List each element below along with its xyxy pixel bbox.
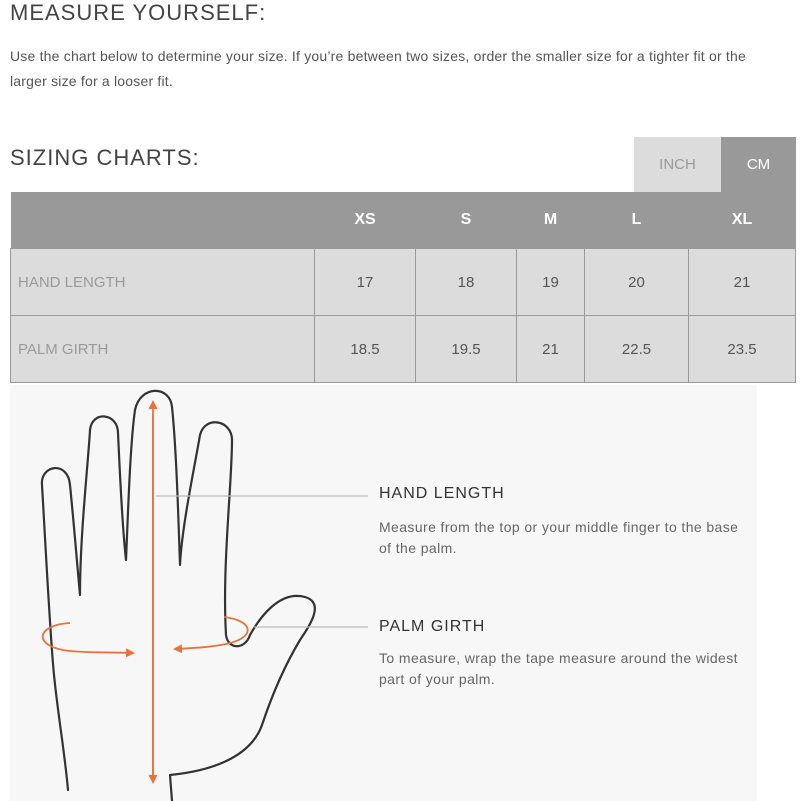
size-header-xs: XS (315, 192, 416, 249)
table-cell: 20 (585, 249, 689, 316)
palm-girth-arrow-right (176, 617, 248, 649)
measure-intro-text: Use the chart below to determine your size. If you’re between two sizes, order the smaller size for a tighter fit or the larger size for a looser fit. (10, 48, 746, 89)
palm-girth-title: PALM GIRTH (379, 618, 486, 635)
hand-length-description: Measure from the top or your middle finger to the base of the palm. (379, 519, 739, 556)
table-row-hand-length (11, 249, 796, 316)
table-cell: 21 (517, 316, 585, 383)
table-cell: 19.5 (416, 316, 517, 383)
size-header-m: M (517, 192, 585, 249)
table-cell: 18.5 (315, 316, 416, 383)
size-header-l: L (585, 192, 689, 249)
hand-illustration (10, 385, 757, 801)
table-cell: 18 (416, 249, 517, 316)
sizing-table (10, 192, 796, 383)
table-row-palm-girth (11, 316, 796, 383)
size-header-row (11, 192, 796, 249)
size-header-xl: XL (689, 192, 796, 249)
unit-inch-button[interactable]: INCH (634, 137, 721, 192)
table-cell: 19 (517, 249, 585, 316)
palm-girth-arrow-left (43, 623, 132, 653)
palm-girth-description: To measure, wrap the tape measure around the widest part of your palm. (379, 650, 738, 687)
row-label-hand-length: HAND LENGTH (11, 249, 315, 316)
hand-outline (42, 391, 315, 801)
sizing-charts-heading: SIZING CHARTS: (10, 145, 200, 170)
row-label-palm-girth: PALM GIRTH (11, 316, 315, 383)
size-header-s: S (416, 192, 517, 249)
unit-cm-button[interactable]: CM (721, 137, 796, 192)
table-cell: 21 (689, 249, 796, 316)
measure-yourself-heading: MEASURE YOURSELF: (10, 0, 267, 25)
table-cell: 17 (315, 249, 416, 316)
hand-length-title: HAND LENGTH (379, 485, 505, 502)
table-cell: 22.5 (585, 316, 689, 383)
hand-measure-diagram (10, 385, 757, 801)
unit-toggle (634, 137, 796, 192)
header-empty-cell (11, 192, 315, 249)
table-cell: 23.5 (689, 316, 796, 383)
